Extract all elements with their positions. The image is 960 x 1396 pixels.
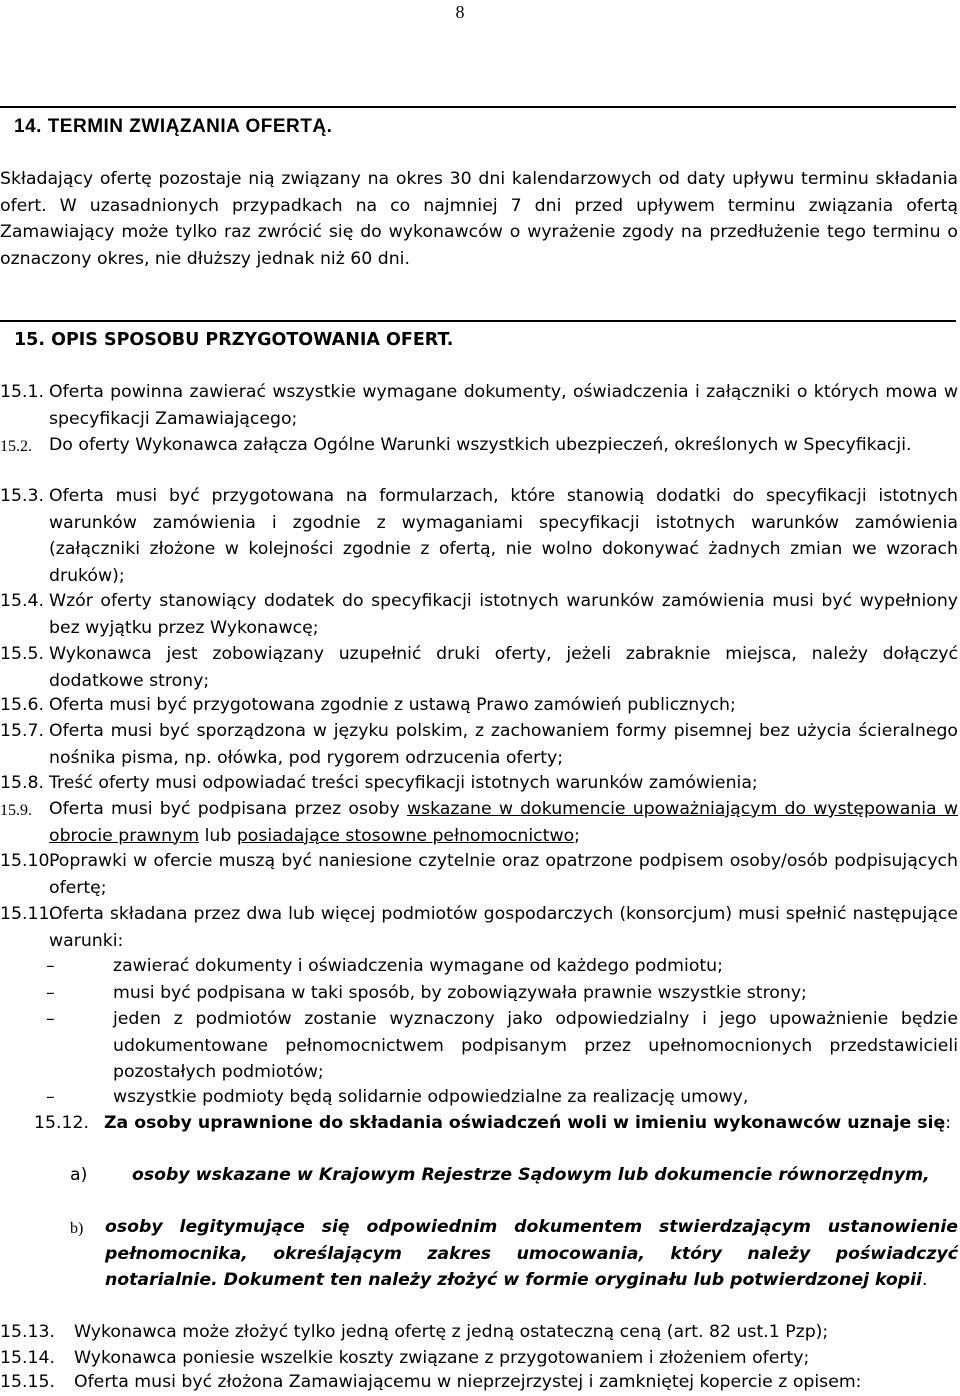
- item-text: jeden z podmiotów zostanie wyznaczony jako odpowiedzialny i jego upoważnienie będzie udokumentowane pełnomocnictwem podpisanym przez upełnomocnionych przedstawicieli pozostałych podmiotów;: [113, 1009, 958, 1082]
- section-15-heading: 15. OPIS SPOSOBU PRZYGOTOWANIA OFERT.: [0, 320, 956, 350]
- item-number: 15.14.: [0, 1348, 55, 1368]
- list-item: [0, 588, 958, 641]
- list-item: [0, 692, 958, 719]
- underlined-phrase: posiadające stosowne pełnomocnictwo: [236, 825, 575, 846]
- item-text: Oferta składana przez dwa lub więcej podmiotów gospodarczych (konsorcjum) musi spełnić następujące warunki:: [49, 904, 958, 951]
- item-text: Treść oferty musi odpowiadać treści specyfikacji istotnych warunków zamówienia;: [49, 773, 758, 793]
- item-number: 15.15.: [0, 1372, 55, 1392]
- item-text: Wykonawca może złożyć tylko jedną ofertę z jedną ostateczną ceną (art. 82 ust.1 Pzp);: [74, 1322, 829, 1342]
- item-text: Oferta musi być przygotowana zgodnie z ustawą Prawo zamówień publicznych;: [49, 695, 736, 715]
- section-14-heading: 14. TERMIN ZWIĄZANIA OFERTĄ.: [0, 106, 956, 138]
- item-text: osoby legitymujące się odpowiednim dokumentem stwierdzającym ustanowienie pełnomocnika, określającym zakres umocowania, który należy poświadczyć notarialnie. Dokument ten należy złożyć w formie oryginału lub potwierdzonej kopii.: [105, 1217, 958, 1290]
- item-label: a): [70, 1165, 88, 1185]
- list-item: [0, 953, 958, 980]
- item-text: wszystkie podmioty będą solidarnie odpowiedzialne za realizację umowy,: [113, 1087, 749, 1107]
- page-number: 8: [455, 2, 465, 22]
- list-item: [0, 1162, 958, 1189]
- item-number: 15.9.: [0, 802, 32, 819]
- item-number: 15.3.: [0, 486, 44, 506]
- item-text: Poprawki w ofercie muszą być naniesione czytelnie oraz opatrzone podpisem osoby/osób podpisujących ofertę;: [49, 851, 958, 898]
- item-text: musi być podpisana w taki sposób, by zobowiązywała prawnie wszystkie strony;: [113, 983, 807, 1003]
- item-number: 15.8.: [0, 773, 44, 793]
- item-text: Oferta musi być podpisana przez osoby wskazane w dokumencie upoważniającym do występowania w obrocie prawnym lub posiadające stosowne pełnomocnictwo;: [49, 799, 958, 846]
- item-text: Oferta musi być przygotowana na formularzach, które stanowią dodatki do specyfikacji istotnych warunków zamówienia i zgodnie z wymaganiami specyfikacji istotnych warunków zamówienia (załączniki złożone w kolejności zgodnie z ofertą, nie wolno dokonywać żadnych zmian we wzorach druków);: [49, 486, 958, 586]
- list-item: [0, 483, 958, 589]
- list-item: [0, 770, 958, 797]
- list-item: [0, 718, 958, 771]
- item-number: 15.11.: [0, 904, 55, 924]
- item-text: Oferta powinna zawierać wszystkie wymagane dokumenty, oświadczenia i załączniki o których mowa w specyfikacji Zamawiającego;: [49, 382, 958, 429]
- item-text: Oferta musi być złożona Zamawiającemu w nieprzejrzystej i zamkniętej kopercie z opisem:: [74, 1372, 862, 1392]
- list-item: [0, 1369, 958, 1396]
- list-item: [0, 1345, 958, 1372]
- list-item: [0, 1084, 958, 1111]
- item-text: Oferta musi być sporządzona w języku polskim, z zachowaniem formy pisemnej bez użycia ścieralnego nośnika pisma, np. ołówka, pod rygorem odrzucenia oferty;: [49, 721, 958, 768]
- list-item: [0, 379, 958, 432]
- dash-marker: –: [46, 956, 55, 976]
- item-number: 15.10.: [0, 851, 55, 871]
- item-number: 15.6.: [0, 695, 44, 715]
- item-text: Za osoby uprawnione do składania oświadczeń woli w imieniu wykonawców uznaje się:: [104, 1113, 952, 1133]
- dash-marker: –: [46, 1009, 55, 1029]
- list-item: [0, 432, 958, 459]
- item-number: 15.12.: [34, 1113, 89, 1133]
- list-item: [0, 796, 958, 849]
- item-number: 15.7.: [0, 721, 44, 741]
- item-number: 15.13.: [0, 1322, 55, 1342]
- item-number: 15.4.: [0, 591, 44, 611]
- list-item: [0, 641, 958, 694]
- item-text: Wykonawca poniesie wszelkie koszty związane z przygotowaniem i złożeniem oferty;: [74, 1348, 810, 1368]
- list-item: [0, 901, 958, 954]
- item-text: Wzór oferty stanowiący dodatek do specyfikacji istotnych warunków zamówienia musi być wypełniony bez wyjątku przez Wykonawcę;: [49, 591, 958, 638]
- list-item: [0, 848, 958, 901]
- section-14-paragraph: Składający ofertę pozostaje nią związany na okres 30 dni kalendarzowych od daty upływu terminu składania ofert. W uzasadnionych przypadkach na co najmniej 7 dni przed upływem terminu związania ofertą Zamawiający może tylko raz zwrócić się do wykonawców o wyrażenie zgody na przedłużenie tego terminu o oznaczony okres, nie dłuższy jednak niż 60 dni.: [0, 169, 958, 269]
- item-label: b): [70, 1220, 84, 1237]
- item-text: Wykonawca jest zobowiązany uzupełnić druki oferty, jeżeli zabraknie miejsca, należy dołączyć dodatkowe strony;: [49, 644, 958, 691]
- item-text: Do oferty Wykonawca załącza Ogólne Warunki wszystkich ubezpieczeń, określonych w Specyfikacji.: [49, 435, 912, 455]
- item-number: 15.1.: [0, 382, 44, 402]
- item-number: 15.5.: [0, 644, 44, 664]
- dash-marker: –: [46, 1087, 55, 1107]
- item-text: zawierać dokumenty i oświadczenia wymagane od każdego podmiotu;: [113, 956, 723, 976]
- list-item: [0, 1214, 958, 1294]
- list-item: [0, 980, 958, 1007]
- item-number: 15.2.: [0, 438, 32, 455]
- underlined-phrase: wskazane w dokumencie upoważniającym do występowania w obrocie prawnym: [49, 799, 958, 846]
- list-item: [0, 1319, 958, 1346]
- list-item: [0, 1110, 958, 1137]
- item-text: osoby wskazane w Krajowym Rejestrze Sądowym lub dokumencie równorzędnym,: [132, 1165, 930, 1185]
- list-item: [0, 1006, 958, 1086]
- dash-marker: –: [46, 983, 55, 1003]
